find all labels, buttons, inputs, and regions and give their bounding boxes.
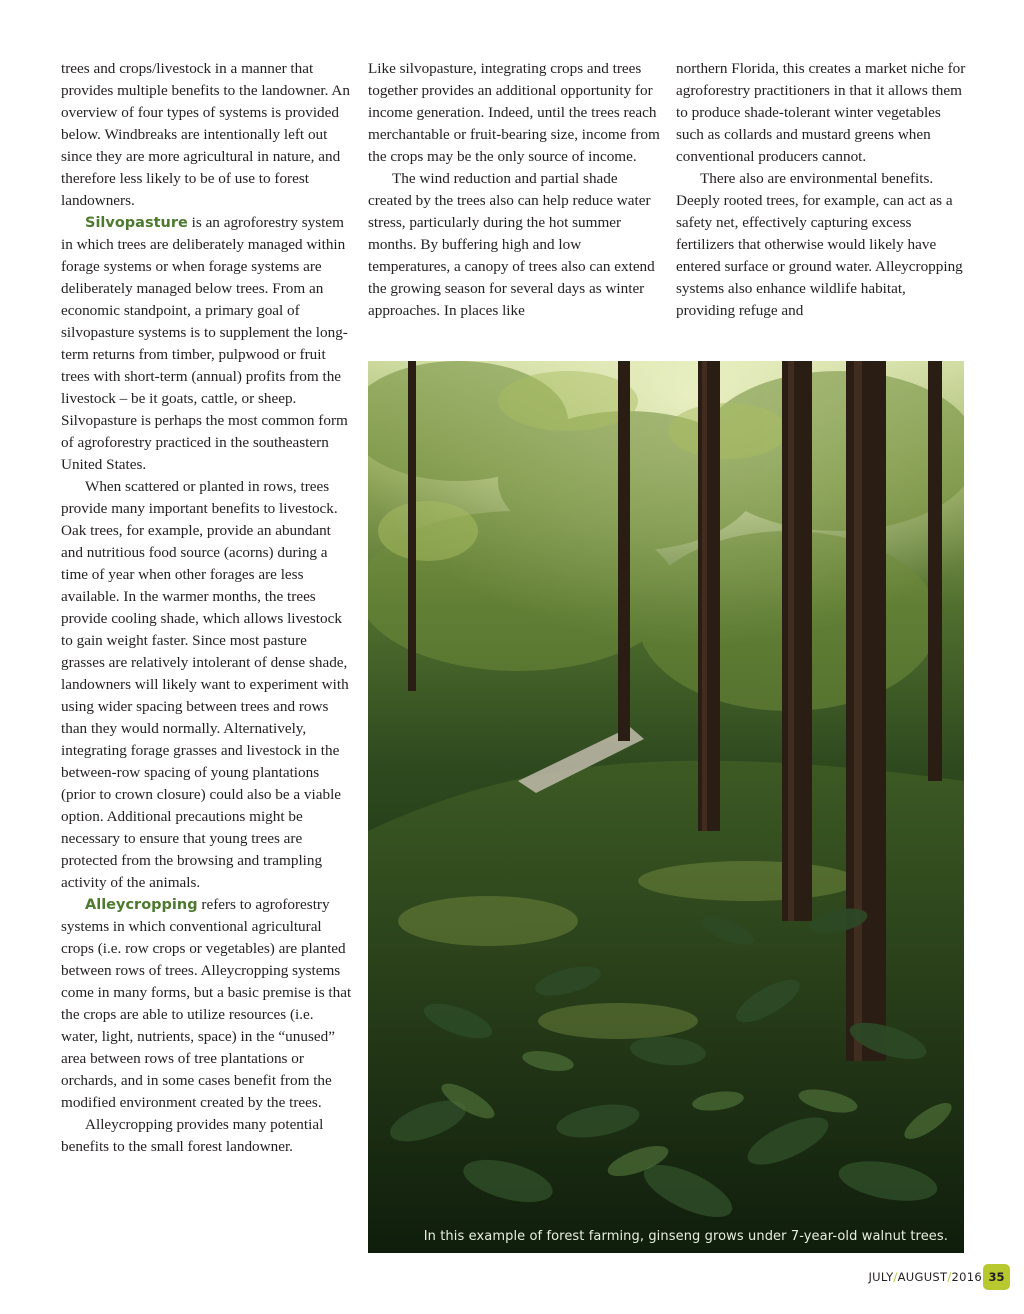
paragraph-silvopasture xyxy=(61,212,353,476)
paragraph: northern Florida, this creates a market niche for agroforestry practitioners in that it allows them to produce shade-tolerant winter vegetables such as collards and mustard greens when conventional producers cannot. xyxy=(676,60,966,165)
paragraph-alleycropping xyxy=(61,894,353,1114)
paragraph: When scattered or planted in rows, trees provide many important benefits to livestock. Oak trees, for example, provide an abundant and nutritious food source (acorns) during a time of year when other forages are less available. In the warmer months, the trees provide cooling shade, which allows livestock to gain weight faster. Since most pasture grasses are relatively intolerant of dense shade, landowners will likely want to experiment with using wider spacing between trees and rows than they would normally. Alternatively, integrating forage grasses and livestock in the between-row spacing of young plantations (prior to crown closure) could also be a viable option. Additional precautions might be necessary to ensure that young trees are protected from the browsing and trampling activity of the animals. xyxy=(61,478,349,891)
article-column-1 xyxy=(61,58,353,1158)
term-silvopasture: Silvopasture xyxy=(85,215,188,231)
issue-month-1: JULY xyxy=(868,1270,894,1284)
paragraph-text: refers to agroforestry systems in which conventional agricultural crops (i.e. row crops or vegetables) are planted between rows of trees. Alleycropping systems come in many forms, but a basic premise is that the crops are able to utilize resources (i.e. water, light, nutrients, space) in the “unused” area between rows of tree plantations or orchards, and in some cases benefit from the modified environment created by the trees. xyxy=(61,896,352,1111)
paragraph: There also are environmental benefits. Deeply rooted trees, for example, can act as a safety net, effectively capturing excess fertilizers that otherwise would likely have entered surface or ground water. Alleycropping systems also enhance wildlife habitat, providing refuge and xyxy=(676,170,963,319)
forest-farming-photo xyxy=(368,361,964,1253)
article-column-3 xyxy=(676,58,966,322)
paragraph: Alleycropping provides many potential benefits to the small forest landowner. xyxy=(61,1116,324,1155)
date-separator: / xyxy=(893,1270,898,1284)
article-column-2 xyxy=(368,58,660,322)
date-separator: / xyxy=(947,1270,952,1284)
page-number: 35 xyxy=(983,1264,1010,1290)
paragraph: Like silvopasture, integrating crops and trees together provides an additional opportunity for income generation. Indeed, until the trees reach merchantable or fruit-bearing size, income from the crops may be the only source of income. xyxy=(368,60,660,165)
forest-illustration xyxy=(368,361,964,1253)
paragraph: The wind reduction and partial shade created by the trees also can help reduce water stress, particularly during the hot summer months. By buffering high and low temperatures, a canopy of trees also can extend the growing season for several days as winter approaches. In places like xyxy=(368,170,655,319)
paragraph: trees and crops/livestock in a manner that provides multiple benefits to the landowner. An overview of four types of systems is provided below. Windbreaks are intentionally left out since they are more agricultural in nature, and therefore less likely to be of use to forest landowners. xyxy=(61,60,350,209)
issue-month-2: AUGUST xyxy=(897,1270,948,1284)
issue-date xyxy=(868,1270,982,1284)
term-alleycropping: Alleycropping xyxy=(85,897,198,913)
photo-caption: In this example of forest farming, ginseng grows under 7-year-old walnut trees. xyxy=(423,1229,948,1244)
paragraph-text: is an agroforestry system in which trees are deliberately managed within forage systems or when forage systems are deliberately managed below trees. From an economic standpoint, a primary goal of silvopasture systems is to supplement the long-term returns from timber, pulpwood or fruit trees with short-term (annual) profits from the livestock – be it goats, cattle, or sheep. Silvopasture is perhaps the most common form of agroforestry practiced in the southeastern United States. xyxy=(61,214,348,473)
issue-year: 2016 xyxy=(951,1270,982,1284)
